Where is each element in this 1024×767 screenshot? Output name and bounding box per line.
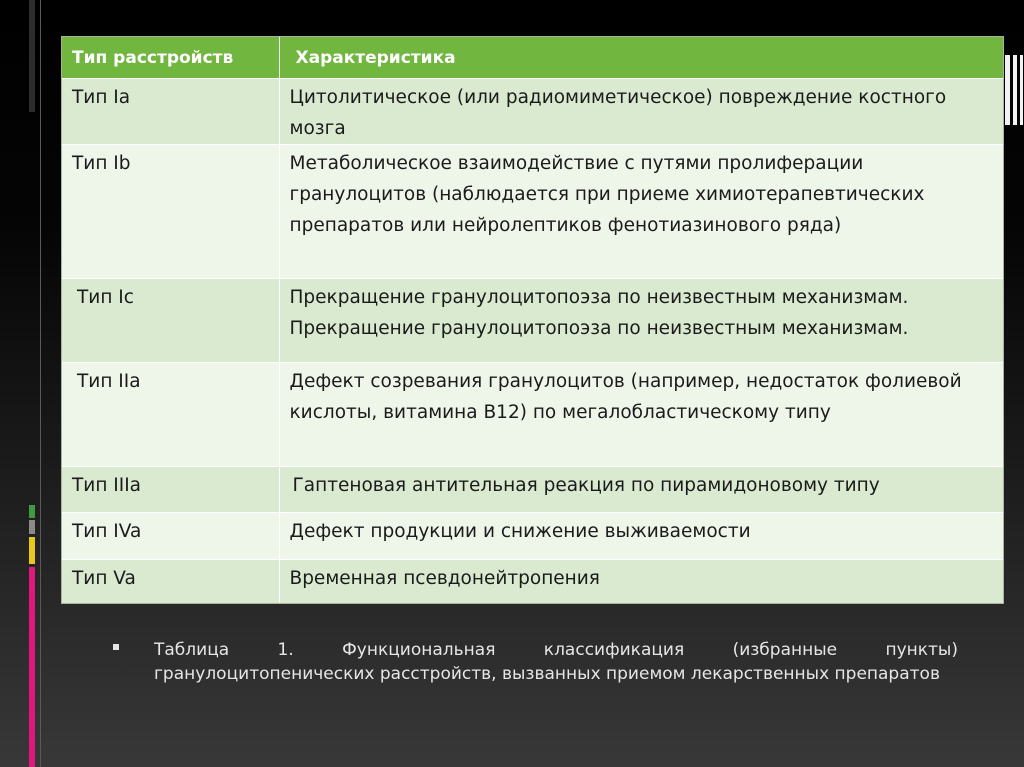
table-row	[62, 279, 1003, 363]
deco-bar-gray-top	[29, 0, 35, 112]
deco-bar-yellow	[29, 537, 35, 564]
deco-bar-right-3	[1020, 55, 1023, 125]
header-type: Тип расстройств	[62, 37, 279, 79]
deco-bar-magenta	[29, 567, 35, 767]
table-row	[62, 363, 1003, 467]
table-header-row	[62, 37, 1003, 79]
bullet-icon	[113, 644, 119, 650]
deco-bar-right-2	[1013, 55, 1017, 125]
caption-text: Таблица 1. Функциональная классификация (избранные пункты) гранулоцитопенических расстройств, вызванных приемом лекарственных препаратов	[154, 640, 958, 684]
table-row	[62, 560, 1003, 603]
table-caption	[113, 638, 958, 686]
left-decoration-bars	[25, 0, 39, 767]
row-type: Тип IVa	[62, 513, 279, 560]
deco-bar-green	[29, 505, 35, 518]
deco-bar-right-1	[1005, 55, 1010, 125]
row-desc: Дефект продукции и снижение выживаемости	[279, 513, 1003, 560]
table-row	[62, 145, 1003, 279]
row-desc: Временная псевдонейтропения	[279, 560, 1003, 603]
table-row	[62, 467, 1003, 513]
right-decoration-bars	[1003, 55, 1024, 125]
row-desc: Гаптеновая антительная реакция по пирамидоновому типу	[279, 467, 1003, 513]
deco-bar-gray	[29, 520, 35, 534]
row-desc: Цитолитическое (или радиомиметическое) повреждение костного мозга	[279, 79, 1003, 145]
row-desc: Метаболическое взаимодействие с путями пролиферации гранулоцитов (наблюдается при приеме химиотерапевтических препаратов или нейролептиков фенотиазинового ряда)	[279, 145, 1003, 279]
table-row	[62, 79, 1003, 145]
row-type: Тип Ia	[62, 79, 279, 145]
row-type: Тип IIa	[62, 363, 279, 467]
row-desc: Дефект созревания гранулоцитов (например, недостаток фолиевой кислоты, витамина В12) по мегалобластическому типу	[279, 363, 1003, 467]
row-type: Тип IIIa	[62, 467, 279, 513]
left-divider-line	[40, 0, 41, 767]
row-type: Тип Ib	[62, 145, 279, 279]
header-characteristic: Характеристика	[279, 37, 1003, 79]
classification-table	[62, 37, 1003, 603]
row-type: Тип Ic	[62, 279, 279, 363]
row-type: Тип Va	[62, 560, 279, 603]
row-desc: Прекращение гранулоцитопоэза по неизвестным механизмам. Прекращение гранулоцитопоэза по неизвестным механизмам.	[279, 279, 1003, 363]
table-row	[62, 513, 1003, 560]
